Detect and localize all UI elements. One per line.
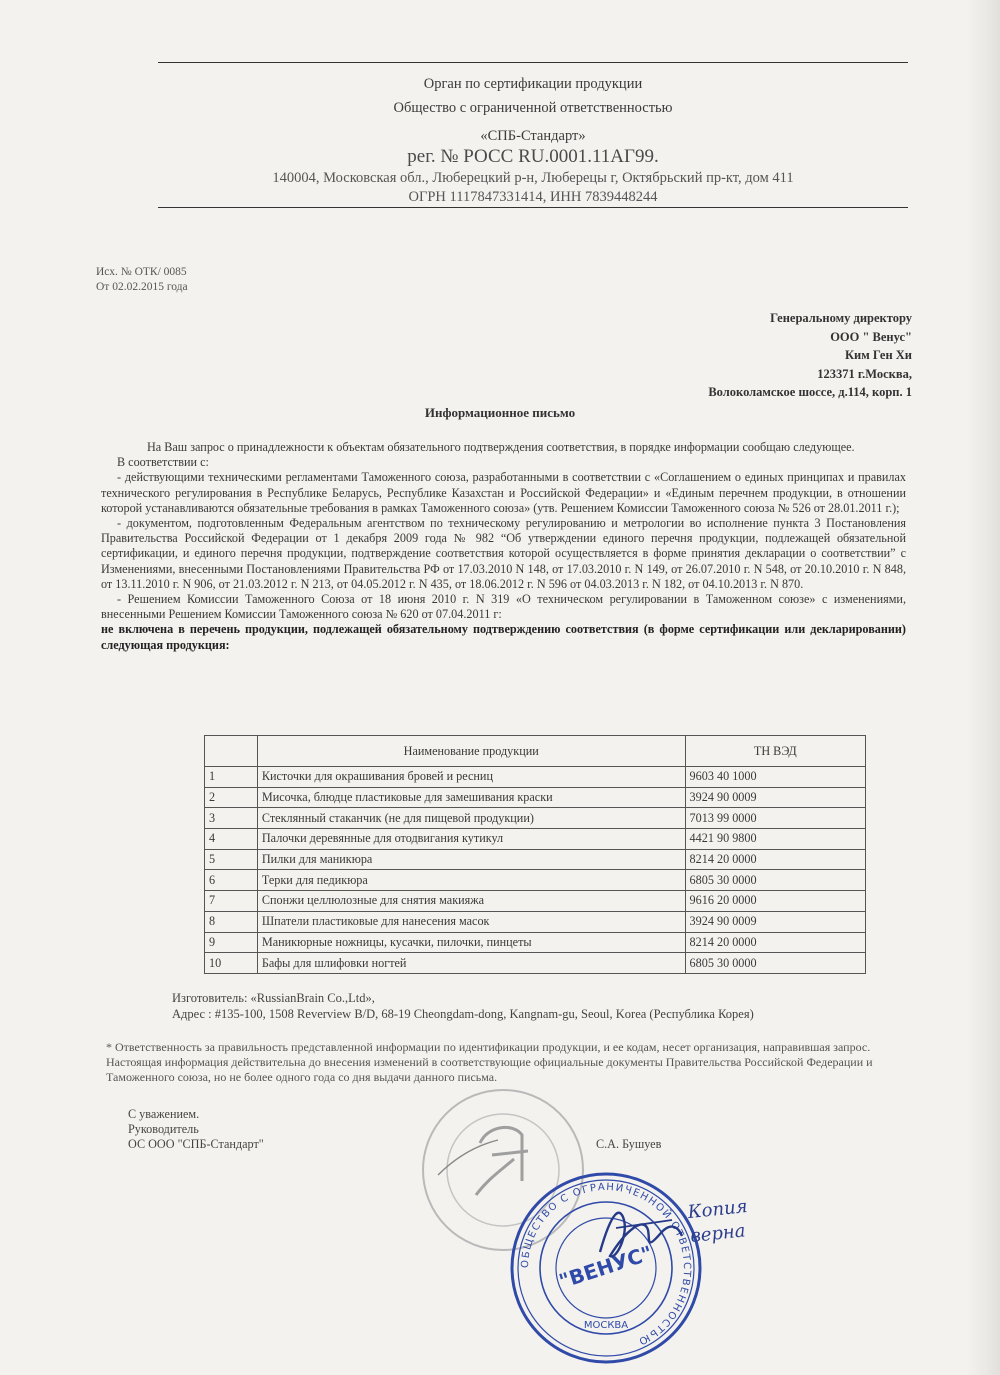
- addressee-block: [708, 309, 912, 402]
- header-bottom-rule: [158, 207, 908, 208]
- row-number: 7: [205, 891, 258, 912]
- row-product: Пилки для маникюра: [257, 849, 685, 870]
- note-validity: Настоящая информация действительна до внесения изменений в соответствующие официальные документы Правительства Российской Федерации и Таможенного союза, но не более одного года со дня выдачи данного письма.: [106, 1054, 873, 1084]
- addressee-street: Волоколамское шоссе, д.114, корп. 1: [708, 385, 912, 399]
- addressee-city: 123371 г.Москва,: [817, 366, 912, 381]
- manufacturer-name: Изготовитель: «RussianBrain Co.,Ltd»,: [172, 991, 375, 1005]
- signer-name: С.А. Бушуев: [596, 1137, 662, 1151]
- row-product: Спонжи целлюлозные для снятия макияжа: [257, 891, 685, 912]
- header-ogrn-inn: ОГРН 1117847331414, ИНН 7839448244: [408, 189, 658, 205]
- seal-center-text: "ВЕНУС": [556, 1240, 656, 1294]
- products-table: [204, 735, 866, 974]
- table-row: [205, 891, 866, 912]
- row-code: 6805 30 0000: [685, 870, 865, 891]
- row-code: 7013 99 0000: [685, 808, 865, 829]
- closing-block: [128, 1107, 264, 1151]
- body-regulations: - действующими техническими регламентами Таможенного союза, разработанными в соответствии с «Соглашением о единых принципах и правилах технического регулирования в Республике Беларусь, Республике Казахстан и Российской Федерации» и «Единым перечнем продукции, в отношении которой устанавливаются обязательные требования в рамках Таможенного союза» (утв. Решением Комиссии Таможенного союза № 526 от 28.01.2011 г.);: [101, 470, 906, 515]
- table-row: [205, 767, 866, 788]
- header-org-form: Общество с ограниченной ответственностью: [393, 100, 673, 116]
- table-row: [205, 808, 866, 829]
- row-product: Шпатели пластиковые для нанесения масок: [257, 911, 685, 932]
- copy-note-line1: Копия: [686, 1195, 749, 1224]
- seal-ring-text: ОБЩЕСТВО С ОГРАНИЧЕННОЙ ОТВЕТСТВЕННОСТЬЮ: [519, 1181, 693, 1347]
- header-address: 140004, Московская обл., Люберецкий р-н, Люберецы г, Октябрьский пр-кт, дом 411: [272, 170, 794, 186]
- body-commission-decision: - Решением Комиссии Таможенного Союза от 18 июня 2010 г. N 319 «О техническом регулировании в Таможенном союзе» с изменениями, внесенными Решением Комиссии Таможенного союза № 620 от 07.04.2011 г:: [101, 592, 906, 622]
- row-number: 4: [205, 829, 258, 850]
- body-intro: На Ваш запрос о принадлежности к объектам обязательного подтверждения соответствия, в порядке информации сообщаю следующее.: [147, 440, 855, 454]
- table-row: [205, 787, 866, 808]
- row-number: 8: [205, 911, 258, 932]
- header-org-name: «СПБ-Стандарт»: [480, 128, 586, 144]
- table-row: [205, 829, 866, 850]
- body-in-accordance: В соответствии с:: [117, 455, 209, 470]
- row-product: Маникюрные ножницы, кусачки, пилочки, пинцеты: [257, 932, 685, 953]
- outgoing-number: Исх. № ОТК/ 0085: [96, 266, 187, 278]
- row-number: 2: [205, 787, 258, 808]
- closing-position: Руководитель: [128, 1121, 199, 1136]
- body-federal-document: - документом, подготовленным Федеральным агентством по техническому регулированию и метрологии во исполнение пункта 3 Постановления Правительства Российской Федерации от 1 декабря 2009 года № 982 “Об утверждении единого перечня продукции, подлежащей обязательной сертификации, и единого перечня продукции, подтверждение соответствия которой осуществляется в форме принятия декларации о соответствии” с Изменениями, внесенными Постановлениями Правительства РФ от 17.03.2010 N 148, от 17.03.2010 г. N 149, от 26.07.2010 г. N 548, от 20.10.2010 г. N 848, от 13.11.2010 г. N 906, от 21.03.2012 г. N 213, от 04.05.2012 г. N 435, от 18.06.2012 г. N 596 от 04.03.2013 г. N 182, от 04.10.2013 г. N 870.: [101, 516, 906, 591]
- row-product: Бафы для шлифовки ногтей: [257, 953, 685, 974]
- copy-certified-note: [687, 1195, 752, 1249]
- row-number: 3: [205, 808, 258, 829]
- row-code: 4421 90 9800: [685, 829, 865, 850]
- header-tn-ved: ТН ВЭД: [685, 736, 865, 767]
- letter-title: Информационное письмо: [424, 405, 576, 420]
- row-product: Мисочка, блюдце пластиковые для замешивания краски: [257, 787, 685, 808]
- closing-organization: ОС ООО "СПБ-Стандарт": [128, 1136, 264, 1151]
- scan-shadow: [966, 0, 1000, 1375]
- row-number: 9: [205, 932, 258, 953]
- table-row: [205, 911, 866, 932]
- addressee-company: ООО " Венус": [830, 329, 912, 344]
- row-code: 9616 20 0000: [685, 891, 865, 912]
- row-product: Палочки деревянные для отодвигания кутикул: [257, 829, 685, 850]
- copy-note-line2: верна: [689, 1220, 747, 1248]
- row-code: 8214 20 0000: [685, 932, 865, 953]
- addressee-title: Генеральному директору: [770, 311, 912, 325]
- row-code: 8214 20 0000: [685, 849, 865, 870]
- header-top-rule: [158, 62, 908, 63]
- row-code: 9603 40 1000: [685, 767, 865, 788]
- row-code: 3924 90 0009: [685, 787, 865, 808]
- seal-city: МОСКВА: [583, 1320, 629, 1331]
- notes-block: [106, 1040, 896, 1084]
- table-row: [205, 953, 866, 974]
- header-org-type: Орган по сертификации продукции: [423, 76, 643, 92]
- header-product-name: Наименование продукции: [257, 736, 685, 767]
- header-registration: рег. № РОСС RU.0001.11АГ99.: [407, 146, 659, 167]
- outgoing-date: От 02.02.2015 года: [96, 281, 188, 293]
- row-number: 10: [205, 953, 258, 974]
- closing-regards: С уважением.: [128, 1107, 200, 1121]
- body-conclusion: не включена в перечень продукции, подлежащей обязательному подтверждению соответствия (в форме сертификации или декларировании) следующая продукция:: [101, 622, 906, 652]
- manufacturer-address: Адрес : #135-100, 1508 Reverview B/D, 68-19 Cheongdam-dong, Kangnam-gu, Seoul, Korea (Республика Корея): [172, 1007, 754, 1021]
- row-number: 6: [205, 870, 258, 891]
- table-row: [205, 849, 866, 870]
- row-product: Стеклянный стаканчик (не для пищевой продукции): [257, 808, 685, 829]
- addressee-name: Ким Ген Хи: [844, 348, 912, 362]
- row-code: 6805 30 0000: [685, 953, 865, 974]
- letter-body: [101, 440, 906, 653]
- header-number: [205, 736, 258, 767]
- row-number: 5: [205, 849, 258, 870]
- note-responsibility: * Ответственность за правильность представленной информации по идентификации продукции, и ее кодам, несет организация, направившая запрос.: [106, 1040, 871, 1054]
- row-product: Кисточки для окрашивания бровей и ресниц: [257, 767, 685, 788]
- row-code: 3924 90 0009: [685, 911, 865, 932]
- row-product: Терки для педикюра: [257, 870, 685, 891]
- table-row: [205, 932, 866, 953]
- table-row: [205, 870, 866, 891]
- row-number: 1: [205, 767, 258, 788]
- table-header-row: [205, 736, 866, 767]
